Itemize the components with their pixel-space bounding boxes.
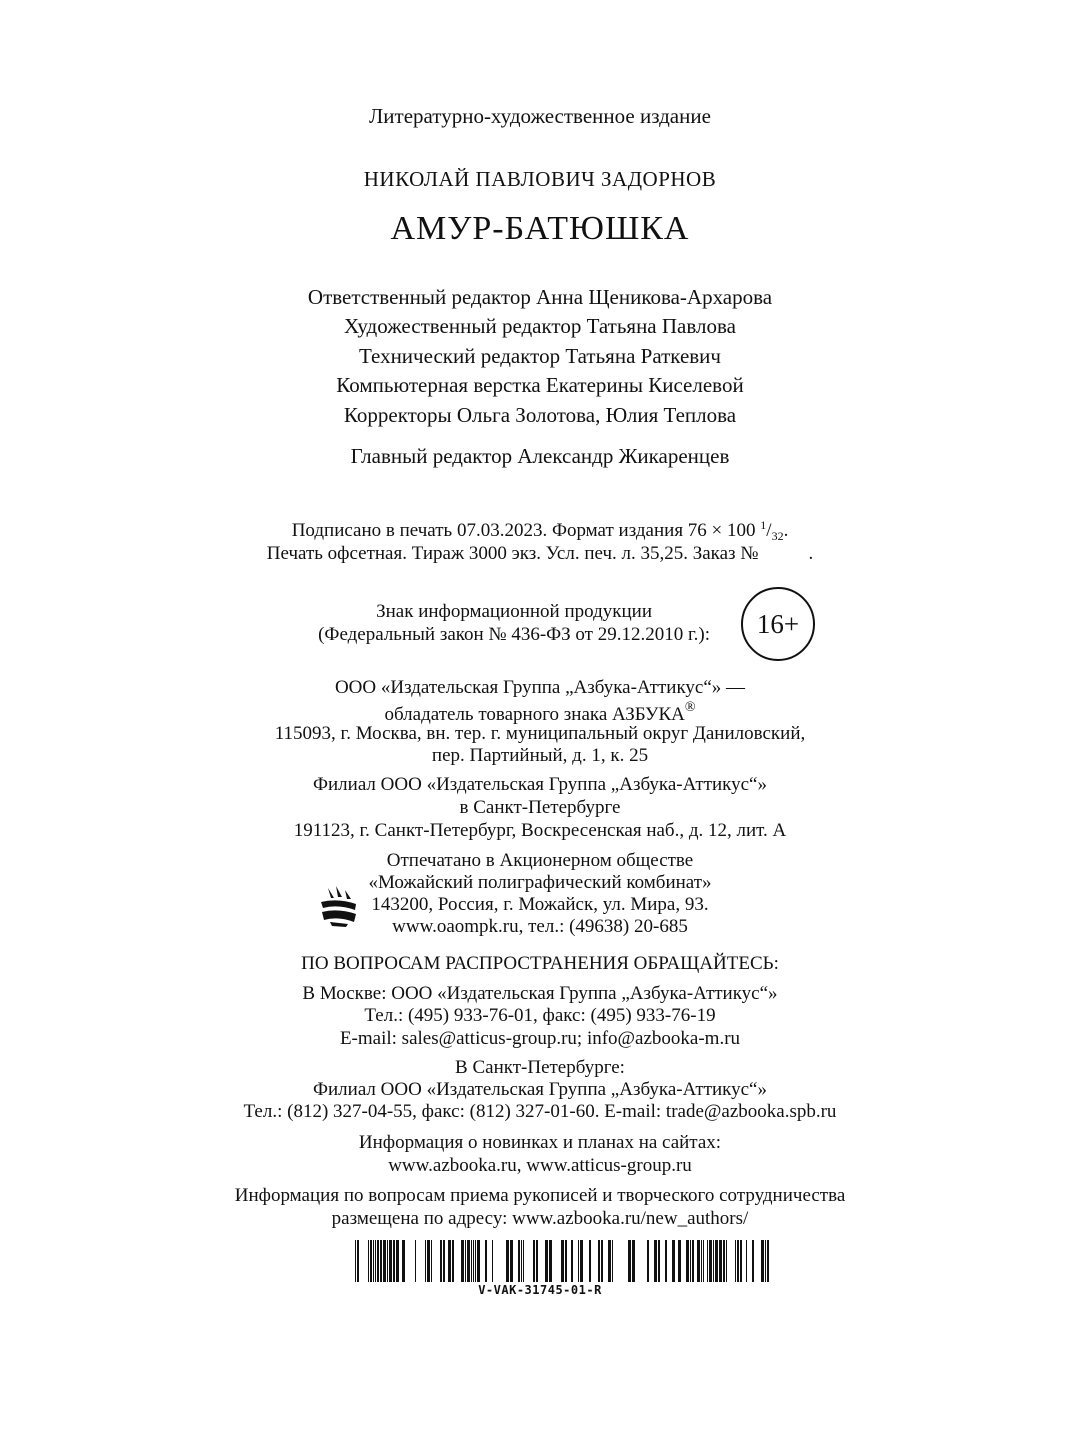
print-run-info: Печать офсетная. Тираж 3000 экз. Усл. печ. л. 35,25. Заказ № (266, 543, 759, 564)
barcode-bar (601, 1240, 603, 1282)
barcode-bar (443, 1240, 445, 1282)
manuscripts-line-1: Информация по вопросам приема рукописей и творческого сотрудничества (234, 1185, 846, 1206)
distribution-moscow-3: E-mail: sales@atticus-group.ru; info@azbooka-m.ru (339, 1028, 741, 1049)
credit-art-editor: Художественный редактор Татьяна Павлова (344, 314, 736, 338)
barcode-bar (377, 1240, 379, 1282)
barcode-bar (701, 1240, 702, 1282)
print-info-line-2 (0, 543, 1080, 565)
print-signed-format: Подписано в печать 07.03.2023. Формат издания 76 × 100 (291, 520, 761, 541)
barcode-bar (767, 1240, 769, 1282)
barcode-bar (536, 1240, 538, 1282)
registered-mark: ® (684, 700, 696, 715)
barcode-bar (373, 1240, 374, 1282)
barcode-bar (719, 1240, 722, 1282)
barcode-bar (746, 1240, 747, 1282)
news-line-1: Информация о новинках и планах на сайтах: (358, 1132, 722, 1153)
printer-line-1: Отпечатано в Акционерном обществе (386, 850, 694, 871)
edition-genre: Литературно-художественное издание (369, 104, 711, 128)
barcode-bar (628, 1240, 631, 1282)
barcode-bar (608, 1240, 611, 1282)
format-denominator: 32 (771, 529, 784, 543)
barcode-bar (485, 1240, 487, 1282)
barcode-bar (518, 1240, 520, 1282)
barcode-bar (492, 1240, 493, 1282)
barcode-bar (471, 1240, 472, 1282)
barcode-bar (467, 1240, 470, 1282)
barcode-bar (452, 1240, 454, 1282)
barcode-bar (612, 1240, 613, 1282)
printer-line-3: 143200, Россия, г. Можайск, ул. Мира, 93. (371, 894, 709, 915)
barcode-bar (427, 1240, 430, 1282)
credit-proofreaders: Корректоры Ольга Золотова, Юлия Теплова (343, 403, 737, 427)
barcode-bar (697, 1240, 700, 1282)
distribution-spb-2: Филиал ООО «Издательская Группа „Азбука-Аттикус“» (313, 1079, 767, 1100)
barcode-bar (370, 1240, 372, 1282)
barcode-bar (723, 1240, 725, 1282)
print-line1-end: . (783, 520, 789, 541)
credit-executive-editor: Ответственный редактор Анна Щеникова-Архарова (307, 285, 773, 309)
barcode-bar (387, 1240, 388, 1282)
barcode-bar (533, 1240, 535, 1282)
barcode-bar (665, 1240, 667, 1282)
barcode-bar (561, 1240, 564, 1282)
barcode-bar (692, 1240, 694, 1282)
book-title: АМУР-БАТЮШКА (390, 210, 690, 247)
barcode-bar (380, 1240, 382, 1282)
barcode-bar (355, 1240, 356, 1282)
publisher-line-3: 115093, г. Москва, вн. тер. г. муниципальный округ Даниловский, (274, 723, 806, 744)
chief-editor: Главный редактор Александр Жикаренцев (350, 444, 730, 468)
barcode-bar (740, 1240, 742, 1282)
barcode-bar (375, 1240, 376, 1282)
age-rating-badge: 16+ (741, 587, 815, 661)
format-slash: / (766, 520, 772, 541)
barcode-bar (765, 1240, 766, 1282)
barcode-bar (383, 1240, 386, 1282)
barcode-bar (506, 1240, 509, 1282)
barcode-bar (545, 1240, 548, 1282)
branch-line-1: Филиал ООО «Издательская Группа „Азбука-Аттикус“» (313, 774, 767, 795)
barcode-bar (415, 1240, 416, 1282)
barcode-bar (761, 1240, 764, 1282)
barcode-bar (707, 1240, 708, 1282)
author-name: НИКОЛАЙ ПАВЛОВИЧ ЗАДОРНОВ (363, 167, 717, 191)
distribution-heading: ПО ВОПРОСАМ РАСПРОСТРАНЕНИЯ ОБРАЩАЙТЕСЬ: (301, 953, 779, 974)
branch-line-3: 191123, г. Санкт-Петербург, Воскресенская наб., д. 12, лит. А (293, 820, 787, 841)
barcode-bar (713, 1240, 714, 1282)
barcode-bar (393, 1240, 395, 1282)
barcode-bar (580, 1240, 583, 1282)
publisher-trademark: обладатель товарного знака АЗБУКА (384, 704, 685, 725)
barcode-bar (565, 1240, 567, 1282)
barcode-bar (521, 1240, 522, 1282)
barcode-bar (678, 1240, 681, 1282)
manuscripts-line-2: размещена по адресу: www.azbooka.ru/new_authors/ (331, 1208, 749, 1229)
barcode-bar (737, 1240, 739, 1282)
distribution-spb-1: В Санкт-Петербурге: (455, 1057, 625, 1078)
barcode-bar (654, 1240, 657, 1282)
barcode-icon (346, 1240, 776, 1282)
barcode-bar (465, 1240, 466, 1282)
barcode-bar (396, 1240, 399, 1282)
publisher-line-4: пер. Партийный, д. 1, к. 25 (431, 745, 649, 766)
barcode-bar (571, 1240, 573, 1282)
rating-line-2: (Федеральный закон № 436-ФЗ от 29.12.2010 г.): (318, 624, 710, 645)
barcode-bar (752, 1240, 754, 1282)
barcode-code: V-VAK-31745-01-R (478, 1283, 602, 1297)
barcode-bar (473, 1240, 474, 1282)
distribution-spb-3: Тел.: (812) 327-04-55, факс: (812) 327-01-60. E-mail: trade@azbooka.spb.ru (243, 1101, 837, 1122)
barcode-bar (523, 1240, 524, 1282)
barcode-bar (686, 1240, 689, 1282)
printer-line-4: www.oaompk.ru, тел.: (49638) 20-685 (392, 916, 688, 937)
rating-text (318, 600, 710, 646)
distribution-moscow-1: В Москве: ООО «Издательская Группа „Азбука-Аттикус“» (302, 983, 778, 1004)
barcode-bar (477, 1240, 480, 1282)
barcode-bar (632, 1240, 635, 1282)
barcode-bar (709, 1240, 712, 1282)
barcode-bar (425, 1240, 426, 1282)
barcode-bar (440, 1240, 442, 1282)
barcode-bar (510, 1240, 513, 1282)
barcode-bar (647, 1240, 649, 1282)
barcode-bar (726, 1240, 727, 1282)
barcode-bar (475, 1240, 476, 1282)
credit-layout: Компьютерная верстка Екатерины Киселевой (336, 373, 744, 397)
mozhaysk-crown-logo-icon (318, 884, 360, 928)
publisher-line-1: ООО «Издательская Группа „Азбука-Аттикус“» — (334, 677, 746, 698)
barcode-bar (357, 1240, 359, 1282)
barcode-bar (368, 1240, 369, 1282)
barcode-bar (461, 1240, 464, 1282)
format-numerator: 1 (760, 518, 767, 532)
barcode-bar (589, 1240, 591, 1282)
branch-line-2: в Санкт-Петербурге (459, 797, 621, 818)
barcode-bar (402, 1240, 405, 1282)
printer-line-2: «Можайский полиграфический комбинат» (368, 872, 712, 893)
credit-technical-editor: Технический редактор Татьяна Раткевич (359, 344, 721, 368)
barcode-bar (448, 1240, 451, 1282)
barcode-bar (672, 1240, 675, 1282)
barcode-bar (715, 1240, 718, 1282)
barcode-bar (703, 1240, 704, 1282)
info-product-rating (0, 598, 1080, 668)
barcode-bar (578, 1240, 579, 1282)
barcode-bar (690, 1240, 691, 1282)
distribution-moscow-2: Тел.: (495) 933-76-01, факс: (495) 933-76-19 (364, 1005, 716, 1026)
print-line2-end: . (808, 543, 814, 564)
barcode-bar (598, 1240, 600, 1282)
rating-line-1: Знак информационной продукции (376, 601, 652, 622)
barcode-bar (389, 1240, 392, 1282)
barcode-bar (658, 1240, 660, 1282)
news-line-2: www.azbooka.ru, www.atticus-group.ru (388, 1155, 692, 1176)
barcode-bar (431, 1240, 432, 1282)
barcode-bar (549, 1240, 552, 1282)
print-info-line-1 (0, 518, 1080, 544)
barcode-bar (735, 1240, 736, 1282)
